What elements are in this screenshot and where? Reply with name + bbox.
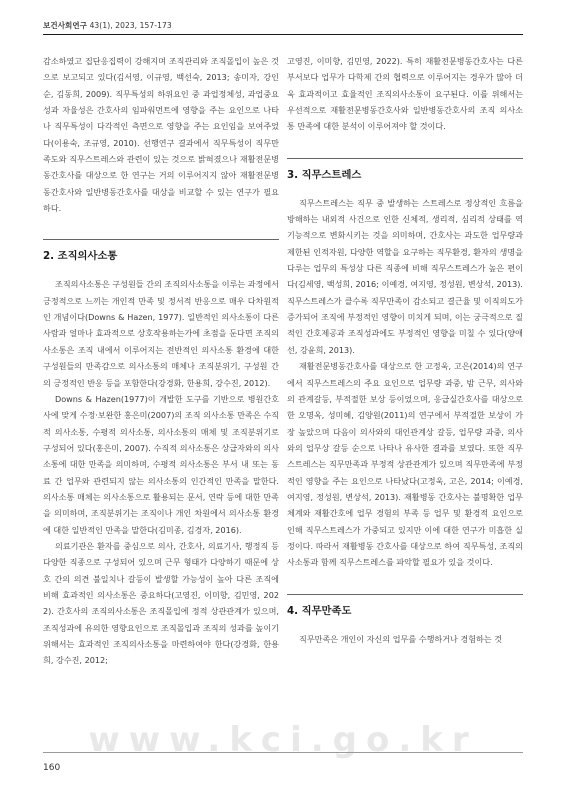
section-heading: 3. 직무스트레스 — [287, 168, 362, 181]
body-paragraph: 의료기관은 환자를 중심으로 의사, 간호사, 의료기사, 행정직 등 다양한 직종으로 구성되어 있으며 근무 형태가 다양하기 때문에 상호 간의 의견 불일치나 갈등이 발생할 가능성이 높아 다른 조직에 비해 효과적인 의사소통은 중요하다(고영진, 이미향, 김민영, 2022). 간호사의 조직의사소통은 조직몰입에 정적 상관관계가 있으며, 조직성과에 유의한 영향요인으로 조직몰입과 조직의 성과를 높이기 위해서는 효과적인 조직의사소통을 마련하여야 한다(강경화, 한용희, 강수진, 2012; — [43, 540, 279, 666]
watermark: www.kci.go.kr — [88, 720, 478, 760]
body-paragraph: 재활전문병동간호사를 대상으로 한 고정욱, 고은(2014)의 연구에서 직무스트레스의 주요 요인으로 업무량 과중, 밤 근무, 의사와의 관계갈등, 부적절한 보상 등이었으며, 응급실간호사를 대상으로 한 오명옥, 성미혜, 김양원(2011)의 연구에서 부적절한 보상이 가장 높았으며 다음이 의사와의 대인관계상 갈등, 업무량 과중, 의사와의 업무상 갈등 순으로 나타나 유사한 결과를 보였다. 또한 직무스트레스는 직무만족과 부정적 상관관계가 있으며 직무만족에 부정적인 영향을 주는 요인으로 나타났다(고정욱, 고은, 2014; 이예경, 여지영, 정성원, 변상석, 2013). 재활병동 간호사는 불명확한 업무체계와 재활간호에 업무 경험의 부족 등 업무 및 환경적 요인으로 인해 직무스트레스가 가중되고 있지만 이에 대한 연구가 미흡한 실정이다. 따라서 재활병동 간호사를 대상으로 하여 직무특성, 조직의사소통과 함께 직무스트레스를 파악할 필요가 있을 것이다. — [287, 361, 523, 568]
journal-citation: 43(1), 2023, 157-173 — [89, 21, 172, 30]
body-paragraph: Downs & Hazen(1977)이 개발한 도구를 기반으로 병원간호사에 맞게 수정·보완한 홍은미(2007)의 조직 의사소통 만족은 수직적 의사소통, 수평적 의사소통, 의사소통의 매체 및 조직분위기로 구성되어 있다(홍은미, 2007). 수직적 의사소통은 상급자와의 의사소통에 대한 만족을 의미하며, 수평적 의사소통은 부서 내 또는 동료 간 업무와 관련되지 않는 의사소통의 인간적인 만족을 말한다. 의사소통 매체는 의사소통으로 활용되는 문서, 연락 등에 대한 만족을 의미하며, 조직분위기는 조직이나 개인 차원에서 의사소통 환경에 대한 일반적인 만족을 말한다(김미종, 김경자, 2016). — [43, 393, 279, 535]
header-rule — [43, 34, 523, 35]
left-column — [43, 53, 279, 669]
page-number: 160 — [43, 763, 61, 773]
body-paragraph: 조직의사소통은 구성원들 간의 조직의사소통을 이루는 과정에서 긍정적으로 느끼는 개인적 만족 및 정서적 반응으로 매우 다차원적인 개념이다(Downs & Hazen, 1977). 일반적인 의사소통이 다른 사람과 얼마나 효과적으로 상호작용하는가에 초점을 둔다면 조직의사소통은 조직 내에서 이루어지는 전반적인 의사소통 환경에 대한 구성원들의 만족감으로 의사소통의 매체나 조직분위기, 구성원 간의 긍정적인 반응 등을 포함한다(강경화, 한용희, 강수진, 2012). — [43, 279, 279, 388]
footer-rule — [43, 752, 523, 753]
right-column — [287, 53, 523, 647]
body-paragraph: 감소하였고 집단응집력이 강해지며 조직관리와 조직몰입이 높은 것으로 보고되고 있다(김서영, 이규영, 백선숙, 2013; 송미자, 강인순, 김동희, 2009). 직무특성의 하위요인 중 과업정체성, 과업중요성과 자율성은 간호사의 임파워먼트에 영향을 주는 요인으로 나타나 직무특성이 다각적인 측면으로 영향을 주는 요인임을 보여주었다(이용숙, 조규영, 2010). 선행연구 결과에서 직무특성이 직무만족도와 직무스트레스와 관련이 있는 것으로 밝혀졌으나 재활전문병동간호사를 대상으로 한 연구는 거의 이루어지지 않아 재활전문병동간호사와 일반병동간호사를 대상을 비교할 수 있는 연구가 필요하다. — [43, 56, 279, 214]
body-paragraph: 직무스트레스는 직무 중 발생하는 스트레스로 정상적인 흐름을 방해하는 내외적 사건으로 인한 신체적, 생리적, 심리적 상태를 역기능적으로 변화시키는 것을 의미하며, 간호사는 과도한 업무량과 제한된 인적자원, 다양한 역할을 요구하는 직무환경, 환자의 생명을 다루는 업무의 특성상 다른 직종에 비해 직무스트레스가 높은 편이다(김세영, 백성희, 2016; 이예경, 여지영, 정성원, 변상석, 2013). 직무스트레스가 클수록 직무만족이 감소되고 결근율 및 이직의도가 증가되어 조직에 부정적인 영향이 미치게 되며, 이는 궁극적으로 질적인 간호제공과 조직성과에도 부정적인 영향을 미칠 수 있다(양애선, 강윤희, 2013). — [287, 197, 523, 355]
journal-name: 보건사회연구 — [43, 21, 88, 30]
body-paragraph: 직무만족은 개인이 자신의 업무를 수행하거나 경험하는 것 — [299, 633, 503, 644]
running-header — [43, 20, 172, 31]
section-heading: 2. 조직의사소통 — [43, 250, 118, 263]
body-paragraph: 고영진, 이미향, 김민영, 2022). 특히 재활전문병동간호사는 다른 부서보다 업무가 다학제 간의 협력으로 이루어지는 경우가 많아 더욱 효과적이고 효율적인 조직의사소통이 요구된다. 이를 위해서는 우선적으로 재활전문병동간호사와 일반병동간호사의 조직 의사소통 만족에 대한 분석이 이루어져야 할 것이다. — [287, 56, 523, 132]
section-heading: 4. 직무만족도 — [287, 604, 352, 617]
